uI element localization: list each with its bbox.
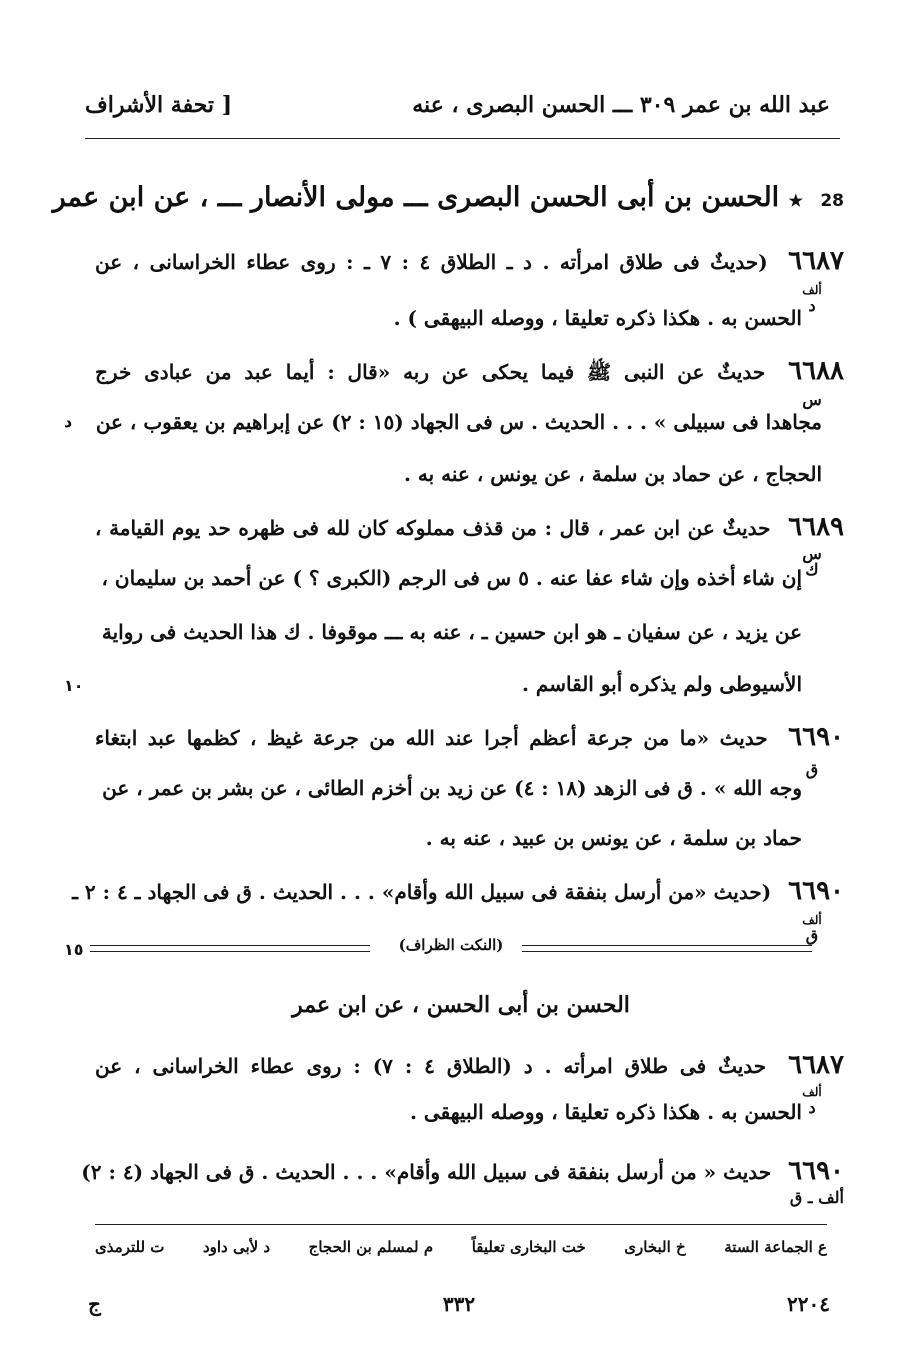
footer-hadith-count: ٢٢٠٤ [787,1292,830,1316]
entry-6687-side-mark [798,282,826,314]
divider-label: (النكت الظراف) [398,936,504,954]
entry-6688-line-3: الحجاج ، عن حماد بن سلمة ، عن يونس ، عنه به . [404,462,822,486]
entry-6689-line-1 [95,512,844,542]
side-mark-top: س [802,544,822,563]
entry-6688-line-1 [95,356,844,389]
footnote-rule [95,1224,827,1225]
hadith-number: ٦٦٨٨ [788,356,844,386]
side-mark-top: ألف [802,1085,822,1099]
section-number: 28 [820,191,844,211]
page-footer [88,1292,830,1322]
line-number-margin-10: ١٠ [64,676,84,695]
hadith-text: حديثٌ عن ابن عمر ، قال : من قذف مملوكه كان لله فى ظهره حد يوم القيامة ، [95,516,771,540]
nukat-6687-line-2: الحسن به . هكذا ذكره تعليقا ، ووصله البيهقى . [409,1100,802,1124]
header-rule [85,138,840,139]
nukat-6690-line-1 [81,1156,844,1186]
side-mark-bottom: ق [805,926,819,945]
abbrev-item: ع الجماعة الستة [724,1238,827,1256]
entry-6689-line-4: الأسيوطى ولم يذكره أبو القاسم . [522,672,802,696]
entry-6689-side-mark [798,546,826,578]
entry-6687-line-2: الحسن به . هكذا ذكره تعليقا ، ووصله البيهقى ) . [393,306,802,330]
abbrev-item: م لمسلم بن الحجاج [308,1238,434,1256]
nukat-divider [90,938,812,958]
abbrev-item: خ البخارى [624,1238,686,1256]
running-header [85,92,830,128]
hadith-text: حديثٌ فى طلاق امرأته . د (الطلاق ٤ : ٧) : روى عطاء الخراسانى ، عن [95,1054,767,1078]
nukat-6687-side-mark [798,1084,826,1116]
entry-6690-line-2: وجه الله » . ق فى الزهد (١٨ : ٤) عن زيد بن أخزم الطائى ، عن بشر بن عمر ، عن [102,776,802,800]
hadith-text: (حديثٌ فى طلاق امرأته . د ـ الطلاق ٤ : ٧ ـ : روى عطاء الخراسانى ، عن [95,250,768,274]
side-mark-bottom: د [808,296,816,315]
page-number: ٣٣٢ [442,1292,476,1316]
entry-6690-side-mark: ق [805,760,819,779]
divider-rule-right [522,945,812,952]
entry-6688-side-mark: س [802,390,822,409]
abbrev-item: خت البخارى تعليقاً [471,1238,586,1256]
entry-6689-line-2: إن شاء أخذه وإن شاء عفا عنه . ٥ س فى الرجم (الكبرى ؟ ) عن أحمد بن سليمان ، [101,566,802,590]
hadith-text: حديث « من أرسل بنفقة فى سبيل الله وأقام» . . . الحديث . ق فى الجهاد (٤ : ٢) [81,1160,772,1184]
entry-6690-line-1 [95,722,844,752]
hadith-number: ٦٦٩٠ [788,722,845,752]
side-mark-top: ألف [802,283,822,297]
hadith-number: ٦٦٩٠ [788,876,844,906]
nukat-6687-line-1 [95,1050,844,1080]
hadith-number: ٦٦٨٧ [788,1050,844,1080]
entry-6688-line-2: مجاهدا فى سبيلى » . . . الحديث . س فى الجهاد (١٥ : ٢) عن إبراهيم بن يعقوب ، عن [95,410,822,434]
hadith-text: حديثٌ عن النبى ﷺ فيما يحكى عن ربه «قال : أيما عبد من عبادى خرج [95,360,766,384]
side-mark-top: ألف [802,913,822,927]
hadith-number: ٦٦٨٧ [788,246,845,276]
abbreviations-key [95,1238,827,1256]
side-mark-bottom: د [808,1098,816,1117]
hadith-text: (حديث «من أرسل بنفقة فى سبيل الله وأقام» . . . الحديث . ق فى الجهاد ـ ٤ : ٢ ـ [72,880,772,904]
line-number-margin-15: ١٥ [64,940,84,959]
hadith-number: ٦٦٩٠ [788,1156,844,1186]
hadith-number: ٦٦٨٩ [788,512,845,542]
section-heading [52,182,844,213]
abbrev-item: د لأبى داود [202,1238,271,1256]
footer-signature: ج [88,1292,101,1316]
side-mark-bottom: ك [805,560,819,579]
entry-6690b-line-1 [72,876,844,906]
entry-6689-line-3: عن يزيد ، عن سفيان ـ هو ابن حسين ـ ، عنه به ـــ موقوفا . ك هذا الحديث فى رواية [101,620,802,644]
divider-rule-left [90,945,370,952]
entry-6688-margin: د [64,412,73,431]
nukat-6690-line-2: ألف ـ ق [789,1188,844,1207]
header-right-title: عبد الله بن عمر ٣٠٩ ـــ الحسن البصرى ، عنه [412,92,830,118]
abbrev-item: ت للترمذى [95,1238,165,1256]
section-title: الحسن بن أبى الحسن البصرى ـــ مولى الأنصار ـــ ، عن ابن عمر [52,182,780,213]
star-icon: ★ [788,191,803,210]
entry-6687-line-1 [95,246,844,276]
hadith-text: حديث «ما من جرعة أعظم أجرا عند الله من جرعة غيظ ، كظمها عبد ابتغاء [95,726,768,750]
header-left-title: [ تحفة الأشراف [85,92,233,118]
entry-6690-line-3: حماد بن سلمة ، عن يونس بن عبيد ، عنه به . [425,826,802,850]
nukat-subtitle: الحسن بن أبى الحسن ، عن ابن عمر [292,992,630,1018]
